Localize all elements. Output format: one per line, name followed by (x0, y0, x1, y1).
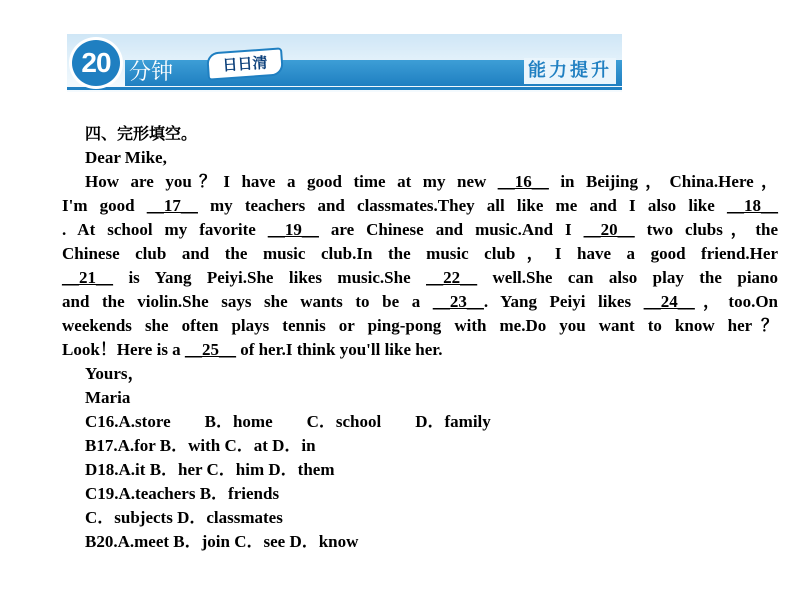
blank-25: __25__ (184, 340, 236, 359)
blank-23: __23__ (432, 292, 484, 311)
letter-signature: Maria (85, 388, 131, 407)
passage-line: and the violin.She says she wants to be a __23__. Yang Peiyi likes __24__，too.On (62, 292, 779, 311)
minutes-label: 分钟 (129, 60, 174, 85)
blank-17: __17__ (146, 196, 198, 215)
question-item: C16.A.store B．home C．school D．family (85, 412, 491, 431)
passage-line: weekends she often plays tennis or ping-pong with me.Do you want to know her？ (62, 316, 778, 335)
section-banner (67, 34, 622, 92)
ability-label: 能力提升 (524, 58, 616, 84)
passage-line: How are you？I have a good time at my new __16__ in Beijing，China.Here， (85, 172, 779, 191)
cloze-exercise (62, 122, 778, 554)
blank-22: __22__ (426, 268, 478, 287)
question-item: B17.A.for B．with C．at D．in (85, 436, 316, 455)
question-item: B20.A.meet B．join C．see D．know (85, 532, 359, 551)
question-item: C．subjects D．classmates (85, 508, 283, 527)
passage-line: __21__ is Yang Peiyi.She likes music.She __22__ well.She can also play the piano (62, 268, 778, 287)
blank-24: __24__ (643, 292, 695, 311)
blank-19: __19__ (267, 220, 319, 239)
section-heading: 四、完形填空。 (85, 124, 198, 143)
minutes-badge: 20 (69, 37, 123, 89)
blank-21: __21__ (62, 268, 113, 287)
daily-tag: 日日清 (206, 47, 284, 80)
letter-greeting: Dear Mike, (85, 148, 167, 167)
question-item: D18.A.it B．her C．him D．them (85, 460, 335, 479)
banner-underline (67, 87, 622, 90)
question-item: C19.A.teachers B．friends (85, 484, 280, 503)
blank-18: __18__ (727, 196, 778, 215)
passage-line: I'm good __17__ my teachers and classmates.They all like me and I also like __18__ (62, 196, 778, 215)
passage-line: Look！Here is a __25__ of her.I think you'll like her. (62, 340, 443, 359)
blank-16: __16__ (497, 172, 549, 191)
blank-20: __20__ (583, 220, 635, 239)
letter-closing: Yours， (85, 364, 145, 383)
passage-line: . At school my favorite __19__ are Chinese and music.And I __20__ two clubs，the (62, 220, 778, 239)
passage-line: Chinese club and the music club.In the music club，I have a good friend.Her (62, 244, 778, 263)
